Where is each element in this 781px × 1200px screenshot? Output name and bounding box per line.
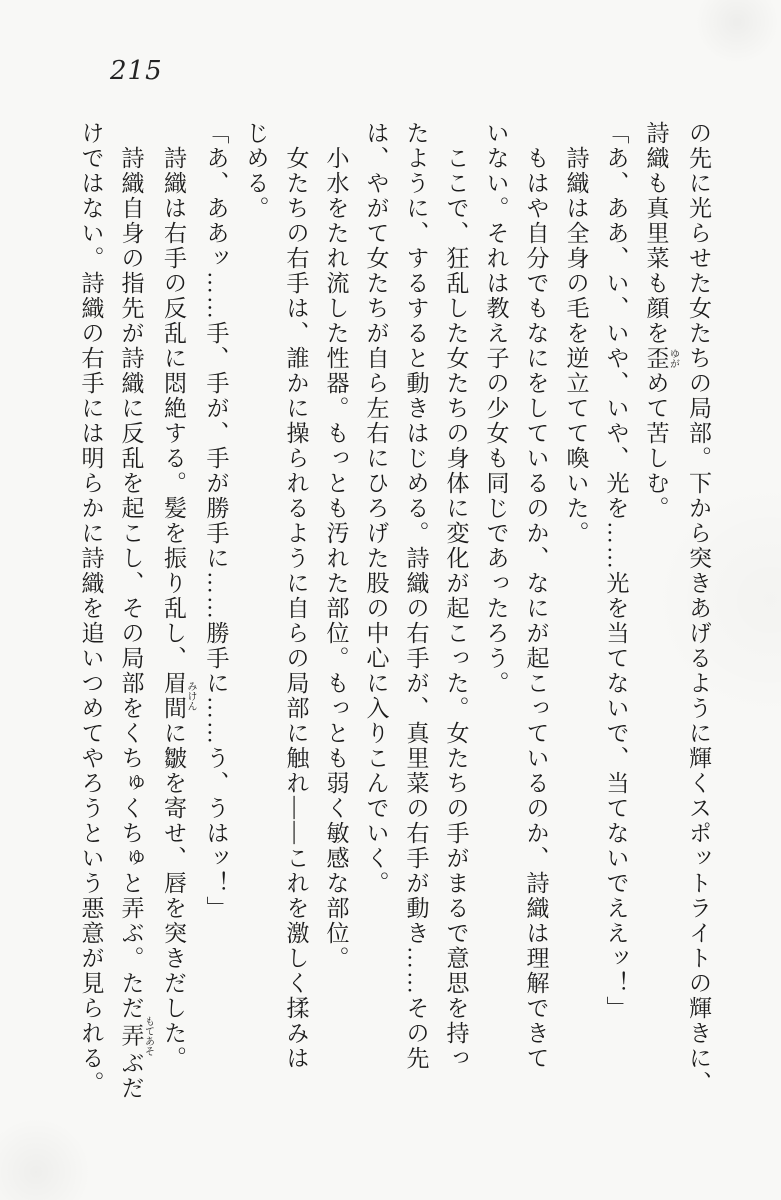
body-text: [74, 121, 718, 1169]
text-line: ここで、狂乱した女たちの身体に変化が起こった。女たちの手がまるで意思を持っ: [443, 146, 469, 1071]
text-line: 詩織自身の指先が詩織に反乱を起こし、その局部をくちゅくちゅと弄ぶ。ただ弄 もてあそぶだ: [118, 146, 154, 1101]
furigana-annotated-text: 弄 もてあそ: [118, 1016, 154, 1056]
text-line: 詩織は右手の反乱に悶絶する。髪を振り乱し、眉間 みけんに皺を寄せ、唇を突きだした。: [161, 146, 196, 1071]
text-line: 詩織も真里菜も顔を歪 ゆがめて苦しむ。: [643, 121, 679, 521]
furigana-annotated-text: 歪 ゆが: [643, 346, 679, 371]
text-line: けではない。詩織の右手には明らかに詩織を追いつめてやろうという悪意が見られる。: [78, 121, 104, 1096]
text-line: は、やがて女たちが自ら左右にひろげた股の中心に入りこんでいく。: [363, 121, 389, 896]
page-number: 215: [110, 56, 163, 86]
text-line: いない。それは教え子の少女も同じであったろう。: [483, 121, 509, 696]
furigana-annotated-text: 眉間 みけん: [161, 671, 196, 721]
text-line: 詩織は全身の毛を逆立てて喚いた。: [563, 146, 589, 546]
text-line: もはや自分でもなにをしているのか、なにが起こっているのか、詩織は理解できて: [523, 146, 549, 1071]
text-line: 「あ、ああッ……手、手が、手が勝手に……勝手に……う、うはッ！」: [203, 121, 229, 921]
text-line: たように、するすると動きはじめる。詩織の右手が、真里菜の右手が動き……その先: [403, 121, 429, 1071]
text-line: の先に光らせた女たちの局部。下から突きあげるように輝くスポットライトの輝きに、: [686, 121, 711, 1096]
text-line: 「あ、ああ、い、いや、いや、光を……光を当てないで、当てないでええッ！」: [603, 121, 629, 1021]
text-line: じめる。: [243, 121, 269, 221]
text-line: 女たちの右手は、誰かに操られるように自らの局部に触れ――これを激しく揉みは: [283, 146, 309, 1071]
text-line: 小水をたれ流した性器。もっとも汚れた部位。もっとも弱く敏感な部位。: [323, 146, 349, 971]
